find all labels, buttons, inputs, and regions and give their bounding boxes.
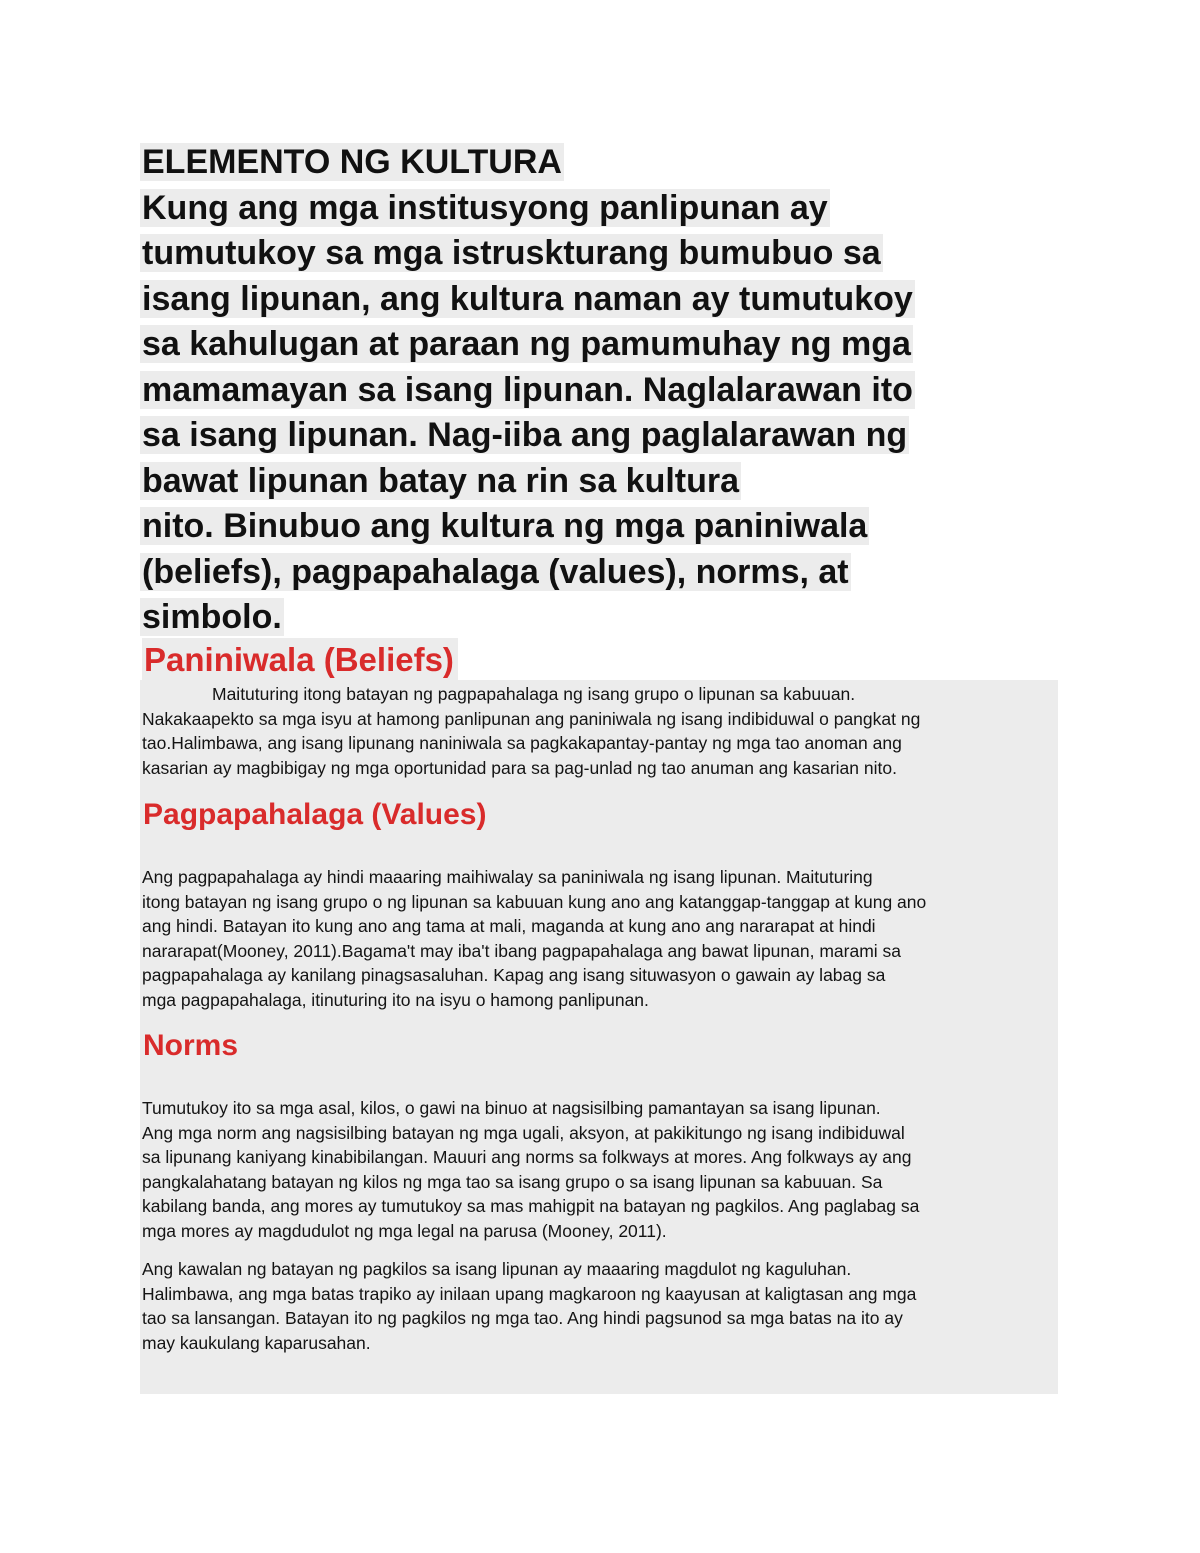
intro-line: sa kahulugan at paraan ng pamumuhay ng mga <box>142 325 911 363</box>
paragraph-line: nararapat(Mooney, 2011).Bagama't may iba't ibang pagpapahalaga ang bawat lipunan, marami sa <box>142 940 902 961</box>
paragraph-line: Maituturing itong batayan ng pagpapahalaga ng isang grupo o lipunan sa kabuuan. <box>212 684 856 704</box>
paragraph-line: kabilang banda, ang mores ay tumutukoy sa mas mahigpit na batayan ng pagkilos. Ang paglabag sa <box>142 1196 920 1216</box>
intro-line: sa isang lipunan. Nag-iiba ang paglalarawan ng <box>142 416 908 454</box>
intro-line: mamamayan sa isang lipunan. Naglalarawan ito <box>142 370 913 409</box>
values-heading: Pagpapahalaga (Values) <box>143 798 487 831</box>
beliefs-heading: Paniniwala (Beliefs) <box>142 638 458 682</box>
intro-line: Kung ang mga institusyong panlipunan ay <box>142 188 828 227</box>
beliefs-paragraph <box>142 682 1062 780</box>
paragraph-line: Nakakaapekto sa mga isyu at hamong panlipunan ang paniniwala ng isang indibiduwal o pangkat ng <box>142 708 921 729</box>
paragraph-line: Halimbawa, ang mga batas trapiko ay inilaan upang magkaroon ng kaayusan at kaligtasan ang mga <box>142 1283 917 1304</box>
values-paragraph <box>142 865 1062 1012</box>
paragraph-line: ang hindi. Batayan ito kung ano ang tama at mali, maganda at kung ano ang nararapat at hindi <box>142 916 876 936</box>
paragraph-line: tao.Halimbawa, ang isang lipunang naniniwala sa pagkakapantay-pantay ng mga tao anoman ang <box>142 733 902 753</box>
title-block <box>140 140 1070 641</box>
paragraph-line: kasarian ay magbibigay ng mga oportunidad para sa pag-unlad ng tao anuman ang kasarian nito. <box>142 757 897 778</box>
paragraph-line: itong batayan ng isang grupo o ng lipunan sa kabuuan kung ano ang katanggap-tanggap at kung ano <box>142 891 927 912</box>
paragraph-line: may kaukulang kaparusahan. <box>142 1332 371 1353</box>
paragraph-line: mga pagpapahalaga, itinuturing ito na isyu o hamong panlipunan. <box>142 989 649 1010</box>
norms-paragraph-2 <box>142 1257 1062 1355</box>
intro-line: bawat lipunan batay na rin sa kultura <box>142 461 740 500</box>
intro-line: isang lipunan, ang kultura naman ay tumutukoy <box>142 279 913 318</box>
paragraph-line: mga mores ay magdudulot ng mga legal na parusa (Mooney, 2011). <box>142 1220 667 1241</box>
paragraph-line: tao sa lansangan. Batayan ito ng pagkilos ng mga tao. Ang hindi pagsunod sa mga batas na ito ay <box>142 1308 903 1328</box>
paragraph-line: sa lipunang kaniyang kinabibilangan. Mauuri ang norms sa folkways at mores. Ang folkways ay ang <box>142 1147 912 1167</box>
document-title: ELEMENTO NG KULTURA <box>142 143 562 181</box>
norms-paragraph <box>142 1096 1062 1243</box>
intro-line: simbolo. <box>142 598 282 636</box>
paragraph-line: Ang mga norm ang nagsisilbing batayan ng mga ugali, aksyon, at pakikitungo ng isang indibiduwal <box>142 1122 905 1143</box>
paragraph-line: Ang pagpapahalaga ay hindi maaaring maihiwalay sa paniniwala ng isang lipunan. Maituturing <box>142 867 873 887</box>
paragraph-line: Tumutukoy ito sa mga asal, kilos, o gawi na binuo at nagsisilbing pamantayan sa isang lipunan. <box>142 1098 881 1118</box>
intro-line: nito. Binubuo ang kultura ng mga paniniwala <box>142 507 868 545</box>
intro-line: tumutukoy sa mga istruskturang bumubuo sa <box>142 234 881 272</box>
paragraph-line: pangkalahatang batayan ng kilos ng mga tao sa isang grupo o sa isang lipunan sa kabuuan. Sa <box>142 1171 883 1192</box>
norms-heading: Norms <box>143 1029 239 1062</box>
paragraph-line: pagpapahalaga ay kanilang pinagsasaluhan. Kapag ang isang situwasyon o gawain ay labag sa <box>142 965 886 985</box>
intro-line: (beliefs), pagpapahalaga (values), norms, at <box>142 552 849 591</box>
paragraph-line: Ang kawalan ng batayan ng pagkilos sa isang lipunan ay maaaring magdulot ng kaguluhan. <box>142 1259 852 1279</box>
